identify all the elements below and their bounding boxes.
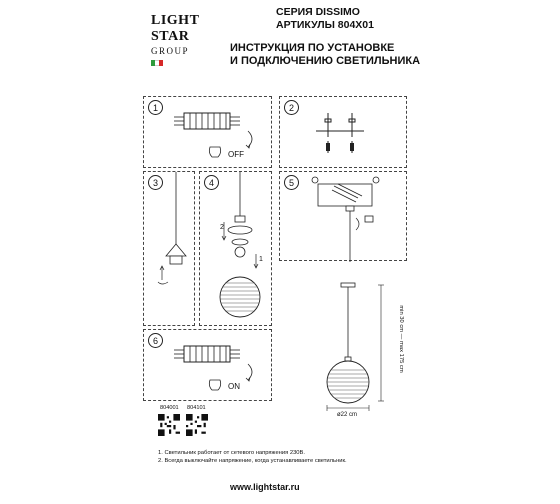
step-4-badge: 4	[204, 175, 219, 190]
instruction-title-line1: ИНСТРУКЦИЯ ПО УСТАНОВКЕ	[230, 42, 395, 54]
pendant-dimensions-illustration	[279, 275, 407, 415]
step-6-on-label: ON	[228, 382, 240, 391]
logo-word-star: STAR	[151, 29, 190, 44]
step-4-sub-label-a: 2	[220, 224, 224, 231]
article-code-1: 804001	[160, 405, 179, 411]
qr-code-icon	[186, 414, 208, 436]
mounting-bracket-illustration	[280, 97, 408, 169]
step-5-badge: 5	[284, 175, 299, 190]
step-3-badge: 3	[148, 175, 163, 190]
canopy-cable-illustration	[144, 172, 196, 327]
step-4-sub-label-b: 1	[259, 256, 263, 263]
shade-assembly-illustration	[200, 172, 273, 327]
website-link[interactable]: www.lightstar.ru	[230, 482, 300, 492]
step-3-panel	[143, 171, 195, 326]
diameter-dimension-label: ø22 cm	[337, 412, 358, 418]
wiring-block-on-illustration	[144, 330, 273, 402]
step-2-badge: 2	[284, 100, 299, 115]
instruction-title-line2: И ПОДКЛЮЧЕНИЮ СВЕТИЛЬНИКА	[230, 55, 421, 67]
qr-code-icon	[158, 414, 180, 436]
logo-word-group: GROUP	[151, 46, 190, 56]
italian-flag-icon	[151, 60, 163, 66]
step-1-badge: 1	[148, 100, 163, 115]
series-title: СЕРИЯ DISSIMO	[276, 6, 360, 18]
step-6-badge: 6	[148, 333, 163, 348]
wiring-block-illustration	[144, 97, 273, 169]
logo-word-light: LIGHT	[151, 13, 200, 28]
step-1-off-label: OFF	[228, 150, 244, 159]
step-4-panel	[199, 171, 272, 326]
article-code-2: 804101	[187, 405, 206, 411]
height-dimension-label: min 30 cm — max 175 cm	[398, 305, 404, 373]
articles-title: АРТИКУЛЫ 804X01	[276, 19, 374, 31]
note-line-1: 1. Светильник работает от сетевого напряжения 230В.	[158, 450, 306, 456]
ceiling-mounting-illustration	[280, 172, 408, 262]
note-line-2: 2. Всегда выключайте напряжение, когда устанавливаете светильник.	[158, 458, 347, 464]
